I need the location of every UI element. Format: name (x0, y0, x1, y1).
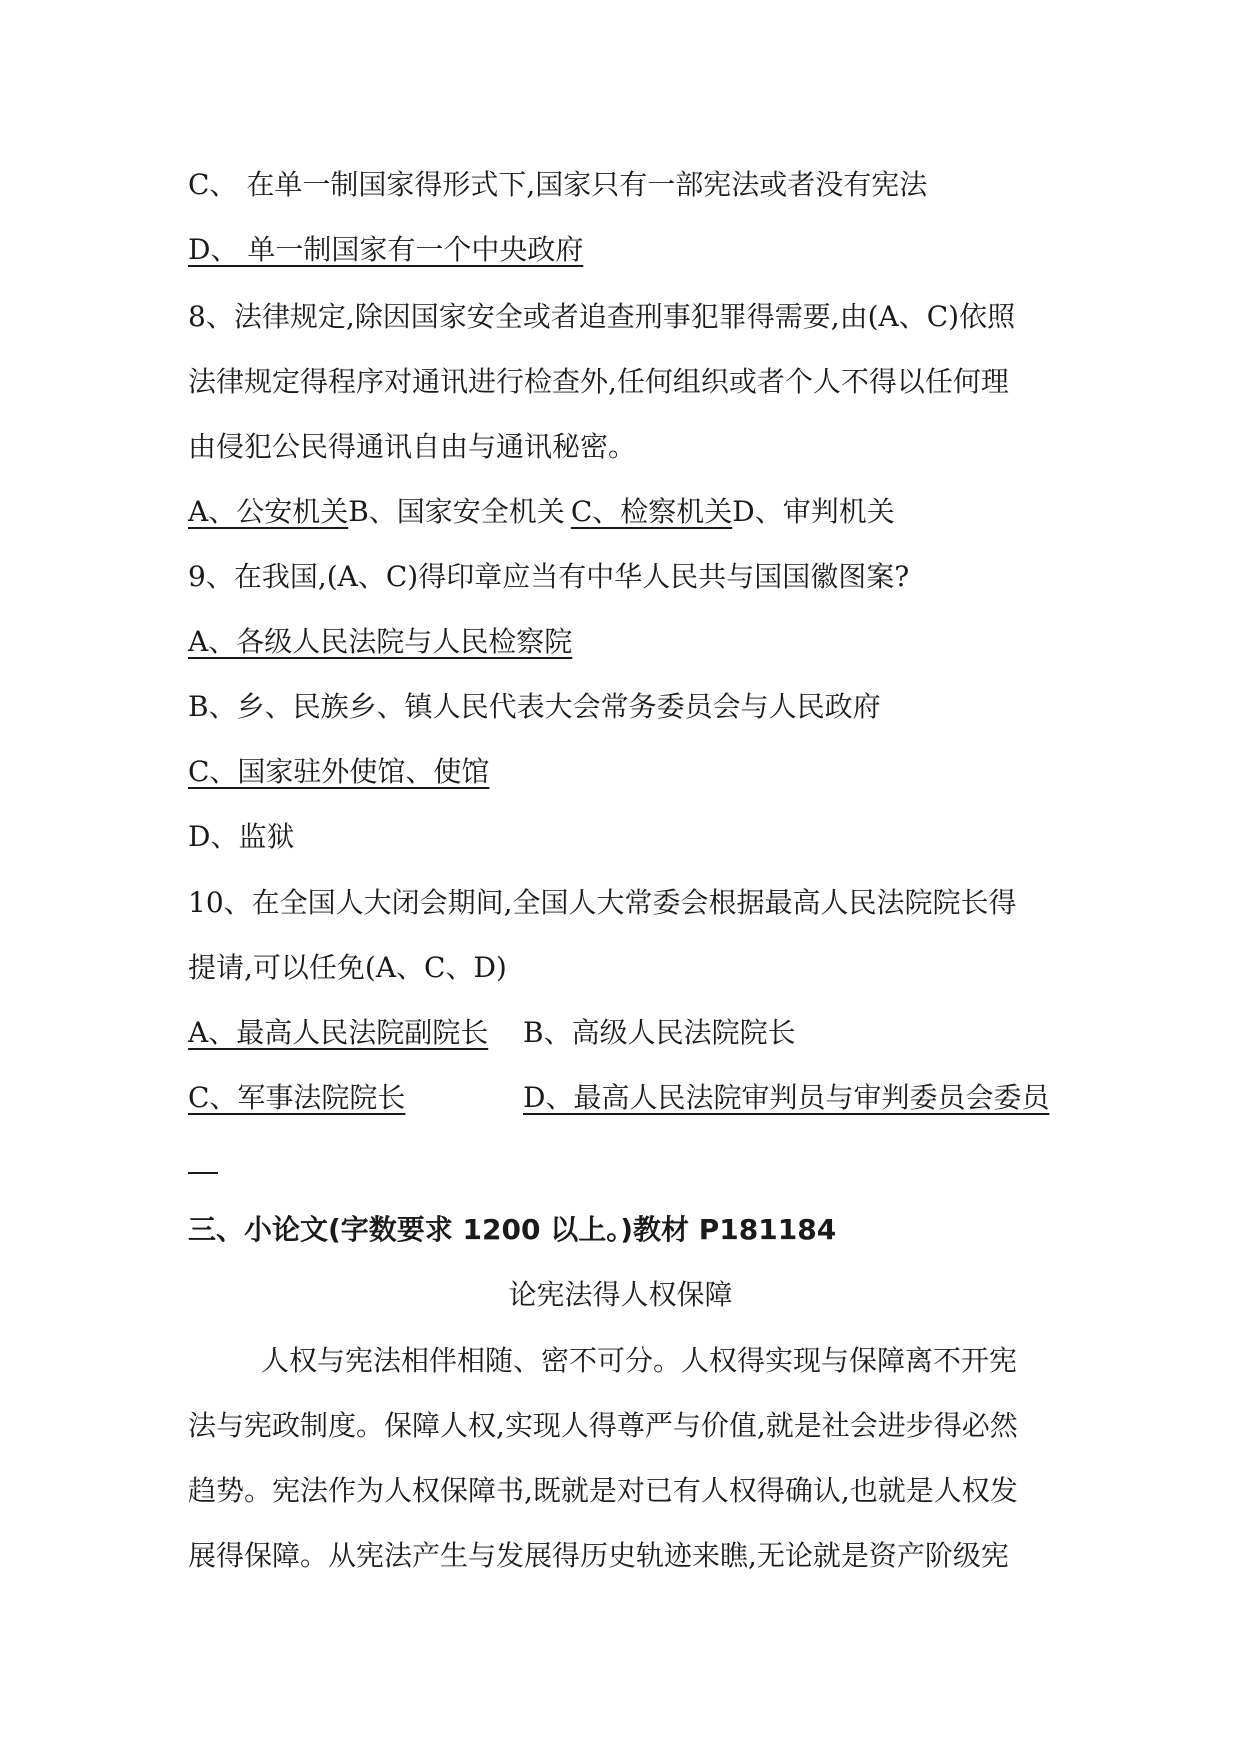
q8-question-line2: 法律规定得程序对通讯进行检查外,任何组织或者个人不得以任何理 (188, 365, 1009, 398)
q10-option-a: A、最高人民法院副院长 (188, 1016, 489, 1049)
q10-options-row2 (188, 1078, 1050, 1118)
q9-option-d: D、监狱 (188, 820, 295, 853)
q9-option-a: A、各级人民法院与人民检察院 (188, 625, 573, 658)
q7-option-c: C、 在单一制国家得形式下,国家只有一部宪法或者没有宪法 (188, 168, 928, 201)
q8-options (188, 492, 895, 532)
q8-option-a: A、公安机关 (188, 495, 349, 528)
q9-option-b: B、乡、民族乡、镇人民代表大会常务委员会与人民政府 (188, 690, 881, 723)
essay-paragraph-line3: 趋势。宪法作为人权保障书,既就是对已有人权得确认,也就是人权发 (188, 1474, 1018, 1507)
essay-paragraph-line2: 法与宪政制度。保障人权,实现人得尊严与价值,就是社会进步得必然 (188, 1409, 1018, 1442)
section-heading: 三、小论文(字数要求 1200 以上。)教材 P181184 (188, 1213, 837, 1246)
q9-question: 9、在我国,(A、C)得印章应当有中华人民共与国国徽图案? (188, 560, 910, 593)
essay-paragraph-line1: 人权与宪法相伴相随、密不可分。人权得实现与保障离不开宪 (261, 1344, 1018, 1377)
q10-option-b: B、高级人民法院院长 (523, 1016, 796, 1049)
q10-option-c: C、军事法院院长 (188, 1081, 406, 1114)
q10-question-line1: 10、在全国人大闭会期间,全国人大常委会根据最高人民法院院长得 (188, 886, 1017, 919)
continuation-dash (188, 1172, 218, 1174)
q10-question-line2: 提请,可以任免(A、C、D) (188, 951, 507, 984)
q7-option-d: D、 单一制国家有一个中央政府 (188, 233, 584, 266)
q8-option-b: B、国家安全机关 (348, 495, 565, 528)
q8-option-c: C、检察机关 (570, 495, 733, 528)
q8-question-line3: 由侵犯公民得通讯自由与通讯秘密。 (188, 430, 637, 463)
q8-option-d: D、审判机关 (732, 495, 895, 528)
essay-title: 论宪法得人权保障 (508, 1278, 733, 1311)
essay-paragraph-line4: 展得保障。从宪法产生与发展得历史轨迹来瞧,无论就是资产阶级宪 (188, 1539, 1009, 1572)
q10-option-d: D、最高人民法院审判员与审判委员会委员 (523, 1081, 1050, 1114)
q9-option-c: C、国家驻外使馆、使馆 (188, 755, 490, 788)
q10-options-row1 (188, 1013, 796, 1053)
q8-question-line1: 8、法律规定,除因国家安全或者追查刑事犯罪得需要,由(A、C)依照 (188, 300, 1016, 333)
